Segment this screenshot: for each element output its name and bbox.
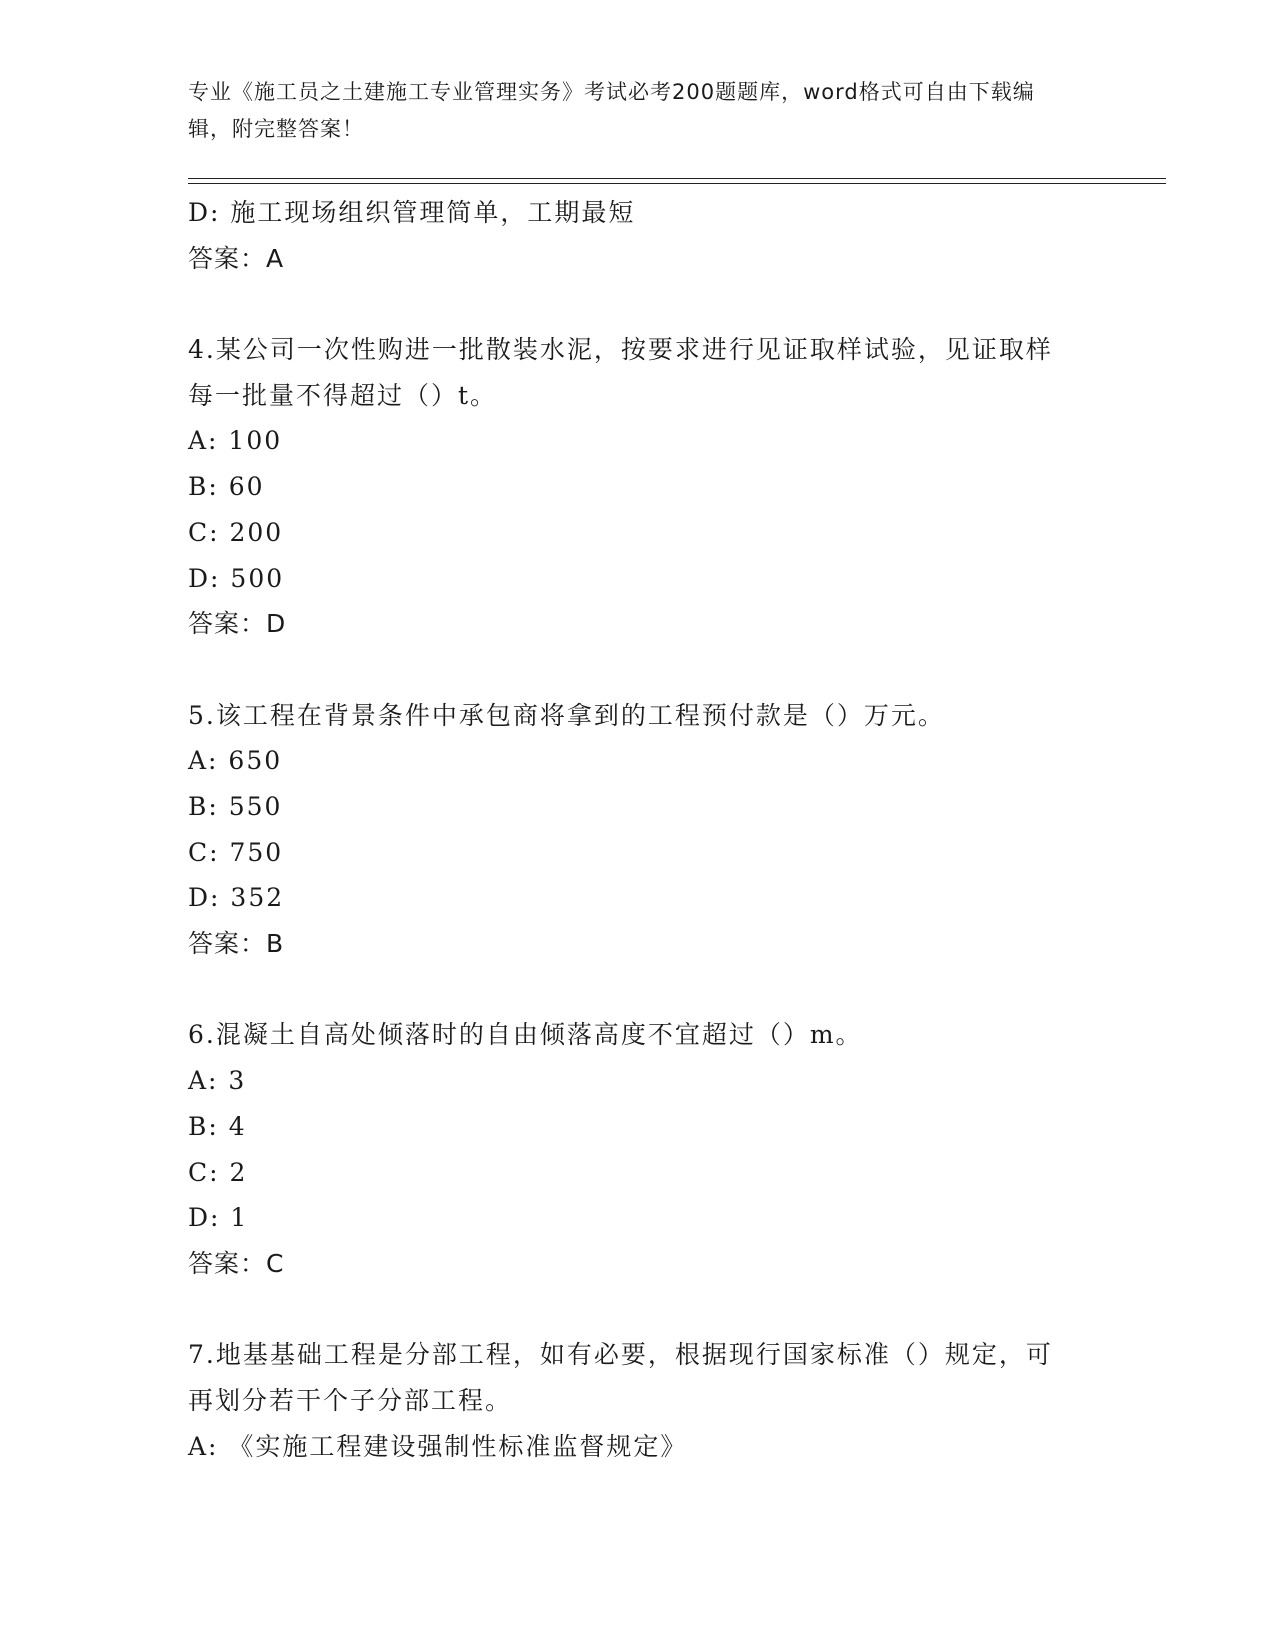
header-title: 专业《施工员之土建施工专业管理实务》考试必考200题题库，word格式可自由下载编辑，附完整答案！ [188,80,1035,141]
header-rule-top [188,178,1166,179]
spacer [188,281,1088,327]
option-d: D: 500 [188,563,285,593]
answer-label: 答案：C [188,1248,285,1278]
question-5 [188,693,1088,967]
spacer [188,1287,1088,1333]
document-header [188,74,1078,148]
option-b: B: 60 [188,472,265,502]
option-a: A: 3 [188,1066,247,1096]
question-3-tail [188,190,1088,281]
option-d: D: 1 [188,1203,249,1233]
answer-label: 答案：D [188,609,287,639]
header-rule-bottom [188,183,1166,184]
answer-label: 答案：A [188,243,285,273]
option-c: C: 750 [188,837,284,867]
spacer [188,967,1088,1013]
option-c: C: 200 [188,517,284,547]
option-a: A: 《实施工程建设强制性标准监督规定》 [188,1431,688,1461]
option-c: C: 2 [188,1157,248,1187]
option-d: D: 施工现场组织管理简单，工期最短 [188,198,636,227]
question-stem: 6.混凝土自高处倾落时的自由倾落高度不宜超过（）m。 [188,1020,863,1050]
question-4 [188,327,1088,647]
option-a: A: 650 [188,746,283,776]
question-7 [188,1332,1088,1469]
option-d: D: 352 [188,883,285,913]
spacer [188,647,1088,693]
option-b: B: 550 [188,791,283,821]
question-stem: 5.该工程在背景条件中承包商将拿到的工程预付款是（）万元。 [188,700,945,730]
option-b: B: 4 [188,1111,247,1141]
question-6 [188,1012,1088,1286]
option-a: A: 100 [188,426,283,456]
question-stem: 7.地基基础工程是分部工程，如有必要，根据现行国家标准（）规定，可再划分若干个子分部工程。 [188,1340,1053,1415]
document-body [188,190,1088,1469]
question-stem: 4.某公司一次性购进一批散装水泥，按要求进行见证取样试验，见证取样每一批量不得超过（）t。 [188,335,1053,410]
answer-label: 答案：B [188,929,285,959]
